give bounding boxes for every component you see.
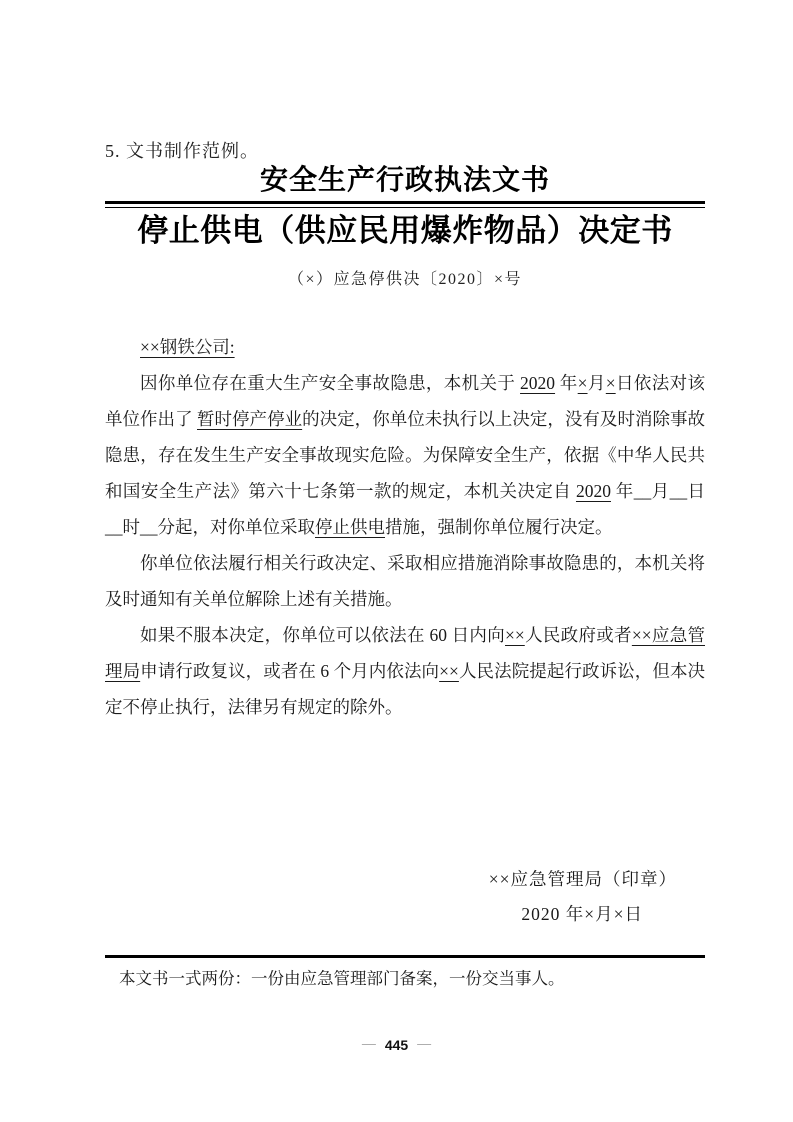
page-number <box>0 1037 793 1053</box>
doc-title: 停止供电（供应民用爆炸物品）决定书 <box>137 213 673 248</box>
text-segment: 措施，强制你单位履行决定。 <box>385 517 613 537</box>
text-segment: 年__月__日__时__分起，对你单位采取 <box>105 481 706 537</box>
underlined-text: ×× <box>439 661 459 681</box>
text-segment: 月 <box>587 373 606 393</box>
section-label: 5. 文书制作范例。 <box>105 141 259 161</box>
doc-number: （×）应急停供决〔2020〕×号 <box>287 271 523 288</box>
doc-type-title: 安全生产行政执法文书 <box>259 164 550 195</box>
underlined-text: ××应急管理局 <box>105 625 705 681</box>
text-segment: 如果不服本决定，你单位可以依法在 60 日内向 <box>140 625 506 645</box>
page-number-value: 445 <box>384 1037 409 1053</box>
text-segment: 申请行政复议，或者在 6 个月内依法向 <box>140 661 440 681</box>
underlined-text: 暂时停产停业 <box>197 409 303 429</box>
document-body <box>105 329 705 725</box>
underlined-text: × <box>605 373 616 393</box>
footer-rule-divider <box>105 955 705 958</box>
text-segment: 日依法对该单位作出了 <box>105 373 706 429</box>
document-header <box>105 161 705 289</box>
underlined-text: ×× <box>505 625 525 645</box>
underlined-text: 2020 <box>575 481 611 501</box>
underlined-text: ××钢铁公司: <box>140 337 235 357</box>
paragraph <box>105 545 705 617</box>
paragraph <box>105 365 705 545</box>
signature-issuer: ××应急管理局（印章） <box>488 869 677 889</box>
salutation <box>105 329 705 365</box>
text-segment: 人民法院提起行政诉讼，但本决定不停止执行，法律另有规定的除外。 <box>105 661 706 717</box>
underlined-text: × <box>577 373 588 393</box>
text-segment: 人民政府或者 <box>524 625 632 645</box>
page-number-dash-left: — <box>361 1035 376 1051</box>
footer-note: 本文书一式两份：一份由应急管理部门备案，一份交当事人。 <box>119 969 565 988</box>
text-segment: 年 <box>555 373 578 393</box>
signature-date: 2020 年×月×日 <box>521 904 643 924</box>
page-number-dash-right: — <box>417 1035 432 1051</box>
text-segment: 你单位依法履行相关行政决定、采取相应措施消除事故隐患的，本机关将及时通知有关单位解除上述有关措施。 <box>105 553 705 609</box>
text-segment: 因你单位存在重大生产安全事故隐患，本机关于 <box>140 373 521 393</box>
text-segment: 的决定，你单位未执行以上决定，没有及时消除事故隐患，存在发生生产安全事故现实危险。为保障安全生产，依据《中华人民共和国安全生产法》第六十七条第一款的规定，本机关决定自 <box>105 409 706 501</box>
double-rule-divider <box>105 201 705 208</box>
underlined-text: 停止供电 <box>315 517 385 537</box>
paragraph <box>105 617 705 725</box>
underlined-text: 2020 <box>520 373 556 393</box>
